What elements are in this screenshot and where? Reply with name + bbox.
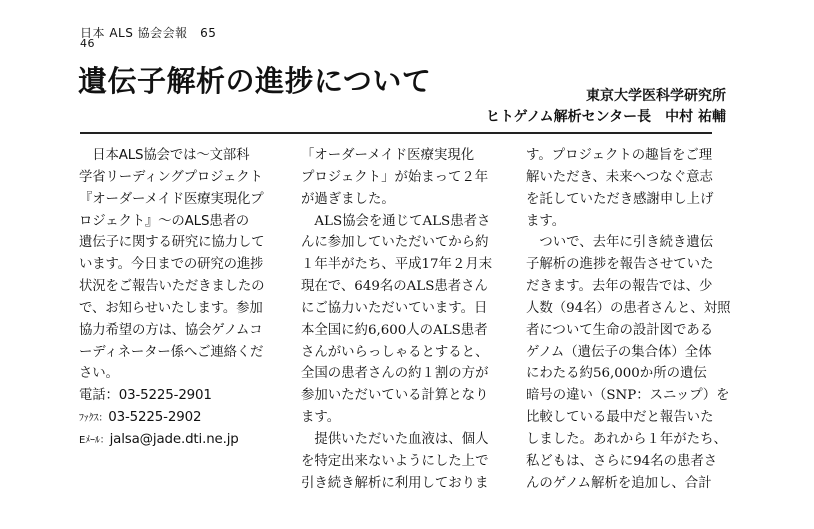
phone-number: 03-5225-2901 (118, 388, 212, 404)
page-number: 46 (80, 37, 95, 50)
body-line: 「オーダーメイド医療実現化 (301, 148, 475, 163)
body-line: を託していただき感謝申し上げ (526, 191, 714, 207)
notice-line: 『オーダーメイド医療実現化プ (79, 191, 264, 207)
author-affiliation: 東京大学医科学研究所 (586, 88, 726, 104)
body-line: 引き続き解析に利用しておりま (301, 475, 489, 491)
body-line: しました。あれから１年がたち、 (526, 431, 727, 447)
email-address: jalsa@jade.dti.ne.jp (109, 431, 239, 447)
body-line: 提供いただいた血液は、個人 (301, 431, 489, 447)
notice-line: 協力希望の方は、協会ゲノムコ (79, 322, 263, 338)
contact-fax (79, 407, 269, 429)
body-line: にご協力いただいています。日 (301, 300, 488, 316)
body-line: さんがいらっしゃるとすると、 (301, 344, 489, 360)
article-title: 遺伝子解析の進捗について (78, 64, 432, 98)
body-line: にわたる約56,000か所の遺伝 (526, 366, 707, 382)
body-line: を特定出来ないようにした上で (301, 453, 489, 469)
notice-line: ーディネーター係へご連絡くだ (79, 344, 264, 360)
notice-line: 学省リーディングプロジェクト (79, 169, 263, 185)
contact-phone (79, 385, 269, 407)
body-line: 全国の患者さんの約１割の方が (301, 366, 489, 382)
body-line: １年半がたち、平成17年２月末 (301, 257, 493, 273)
body-line: 者について生命の設計図である (526, 322, 714, 338)
contact-email (79, 429, 269, 451)
notice-line: ロジェクト』～のALS患者の (79, 213, 250, 229)
phone-label: 電話： (79, 388, 119, 404)
body-line: 私どもは、さらに94名の患者さ (526, 453, 718, 469)
fax-label: ﾌｧｸｽ： (79, 413, 109, 425)
body-line: ゲノム（遺伝子の集合体）全体 (526, 344, 712, 360)
body-line: 暗号の違い（SNP：スニップ）を (526, 388, 730, 404)
fax-number: 03-5225-2902 (108, 410, 202, 426)
body-line: 子解析の進捗を報告させていた (526, 257, 714, 273)
body-line: ALS協会を通じてALS患者さ (301, 213, 491, 229)
body-column-3 (526, 145, 731, 495)
body-line: プロジェクト」が始まって２年 (301, 169, 489, 185)
notice-line: 状況をご報告いただきましたの (79, 279, 265, 295)
body-line: んに参加していただいてから約 (301, 235, 489, 251)
body-line: 人数（94名）の患者さんと、対照 (526, 300, 731, 316)
body-column-2 (301, 145, 497, 495)
body-line: す。プロジェクトの趣旨をご理 (526, 148, 713, 163)
body-line: が過ぎました。 (301, 191, 395, 207)
body-line: だきます。去年の報告では、少 (526, 279, 713, 295)
body-line: ついで、去年に引き続き遺伝 (526, 235, 714, 251)
body-line: 参加いただいている計算となり (301, 388, 489, 404)
body-line: ます。 (301, 410, 341, 426)
journal-header: 日本 ALS 協会会報 65 (80, 26, 217, 40)
notice-line: さい。 (79, 366, 119, 382)
notice-line: 遺伝子に関する研究に協力して (79, 235, 265, 251)
email-label: Eﾒｰﾙ： (79, 434, 110, 446)
body-line: ます。 (526, 213, 566, 229)
notice-line: います。今日までの研究の進捗 (79, 257, 264, 273)
title-divider (80, 132, 712, 134)
body-line: 本全国に約6,600人のALS患者 (301, 322, 488, 338)
notice-line: 日本ALS協会では～文部科 (79, 148, 250, 163)
body-line: 解いただき、未来へつなぐ意志 (526, 169, 713, 185)
body-line: 比較している最中だと報告いた (526, 410, 714, 426)
body-line: 現在で、649名のALS患者さん (301, 279, 488, 295)
notice-line: で、お知らせいたします。参加 (79, 300, 263, 316)
author-position-name: ヒトゲノム解析センター長 中村 祐輔 (485, 109, 726, 125)
notice-column (79, 145, 269, 451)
body-line: んのゲノム解析を追加し、合計 (526, 475, 712, 491)
